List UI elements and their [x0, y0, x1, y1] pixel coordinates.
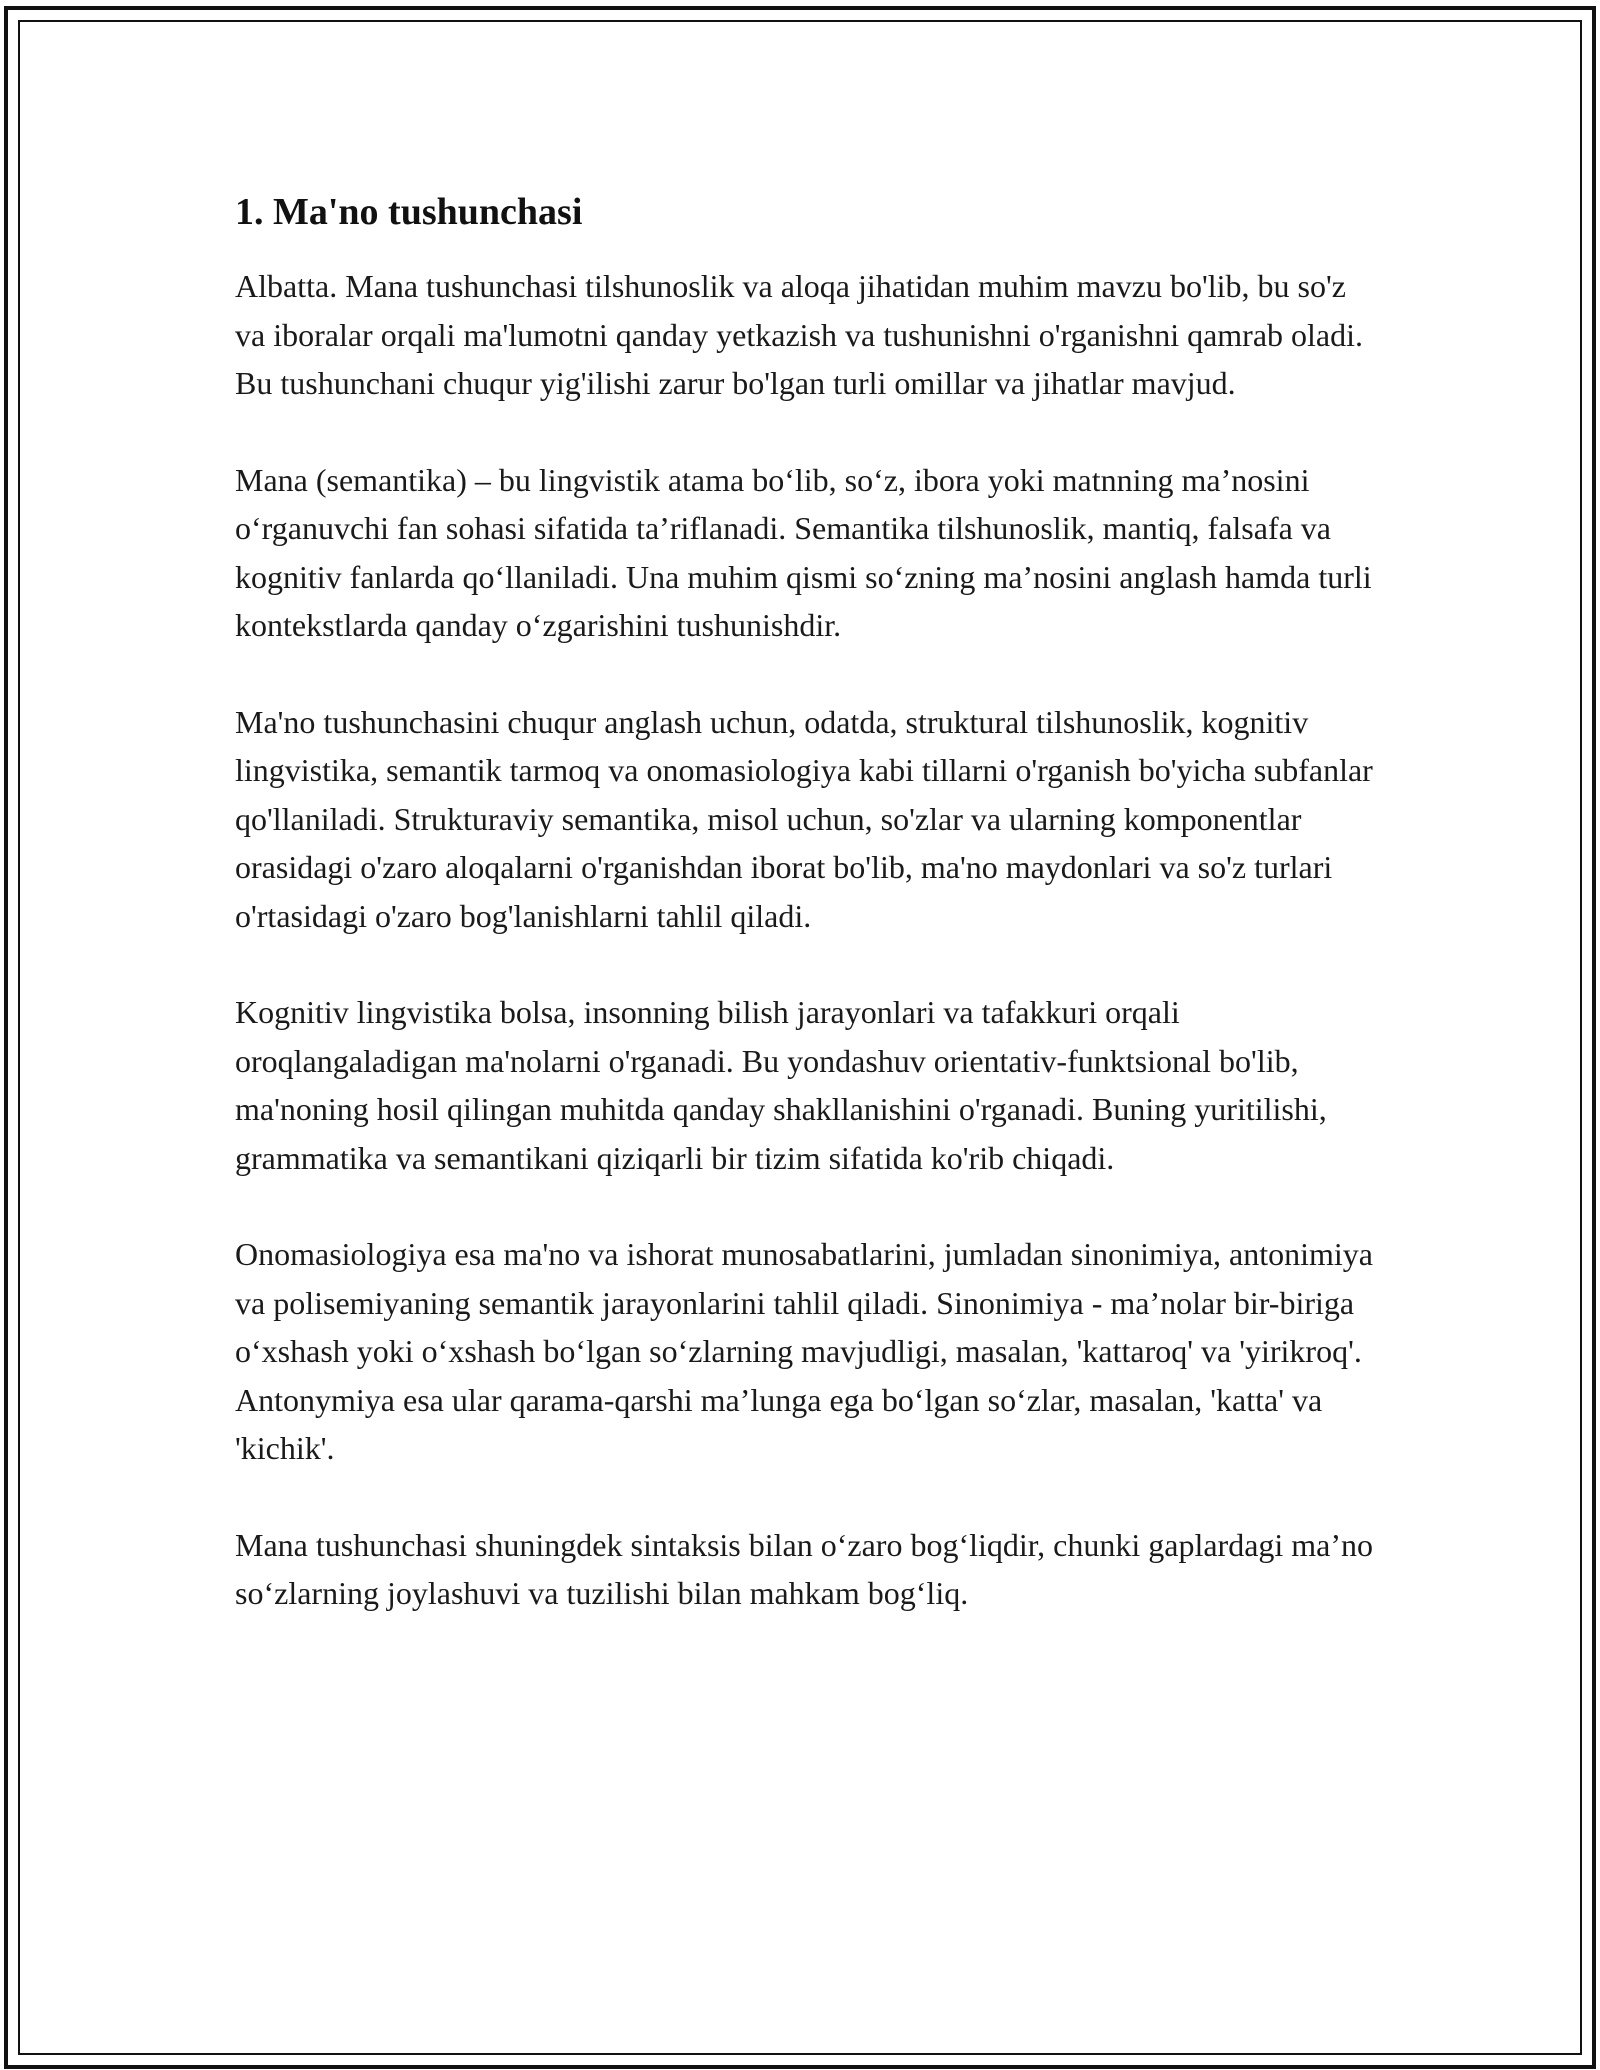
paragraph-4: Kognitiv lingvistika bolsa, insonning bilish jarayonlari va tafakkuri orqali oroqlangaladigan ma'nolarni o'rganadi. Bu yondashuv orientativ-funktsional bo'lib, ma'noning hosil qilingan muhitda qanday shakllanishini o'rganadi. Buning yuritilishi, grammatika va semantikani qiziqarli bir tizim sifatida ko'rib chiqadi.: [235, 994, 1327, 1176]
paragraph-3: Ma'no tushunchasini chuqur anglash uchun, odatda, struktural tilshunoslik, kognitiv lingvistika, semantik tarmoq va onomasiologiya kabi tillarni o'rganish bo'yicha subfanlar qo'llaniladi. Strukturaviy semantika, misol uchun, so'zlar va ularning komponentlar orasidagi o'zaro aloqalarni o'rganishdan iborat bo'lib, ma'no maydonlari va so'z turlari o'rtasidagi o'zaro bog'lanishlarni tahlil qiladi.: [235, 703, 1373, 934]
paragraph-2: Mana (semantika) – bu lingvistik atama bo‘lib, so‘z, ibora yoki matnning ma’nosini o‘rganuvchi fan sohasi sifatida ta’riflanadi. Semantika tilshunoslik, mantiq, falsafa va kognitiv fanlarda qo‘llaniladi. Una muhim qismi so‘zning ma’nosini anglash hamda turli kontekstlarda qanday o‘zgarishini tushunishdir.: [235, 461, 1372, 643]
section-heading: 1. Ma'no tushunchasi: [235, 191, 583, 233]
paragraph-5: Onomasiologiya esa ma'no va ishorat munosabatlarini, jumladan sinonimiya, antonimiya va polisemiyaning semantik jarayonlarini tahlil qiladi. Sinonimiya - ma’nolar bir-biriga o‘xshash yoki o‘xshash bo‘lgan so‘zlarning mavjudligi, masalan, 'kattaroq' va 'yirikroq'. Antonymiya esa ular qarama-qarshi ma’lunga ega bo‘lgan so‘zlar, masalan, 'katta' va 'kichik'.: [235, 1236, 1373, 1466]
paragraph-6: Mana tushunchasi shuningdek sintaksis bilan o‘zaro bog‘liqdir, chunki gaplardagi ma’no so‘zlarning joylashuvi va tuzilishi bilan mahkam bog‘liq.: [235, 1526, 1374, 1611]
paragraph-1: Albatta. Mana tushunchasi tilshunoslik va aloqa jihatidan muhim mavzu bo'lib, bu so'z va iboralar orqali ma'lumotni qanday yetkazish va tushunishni o'rganishni qamrab oladi. Bu tushunchani chuqur yig'ilishi zarur bo'lgan turli omillar va jihatlar mavjud.: [235, 268, 1364, 401]
document-body: [235, 188, 1380, 1666]
